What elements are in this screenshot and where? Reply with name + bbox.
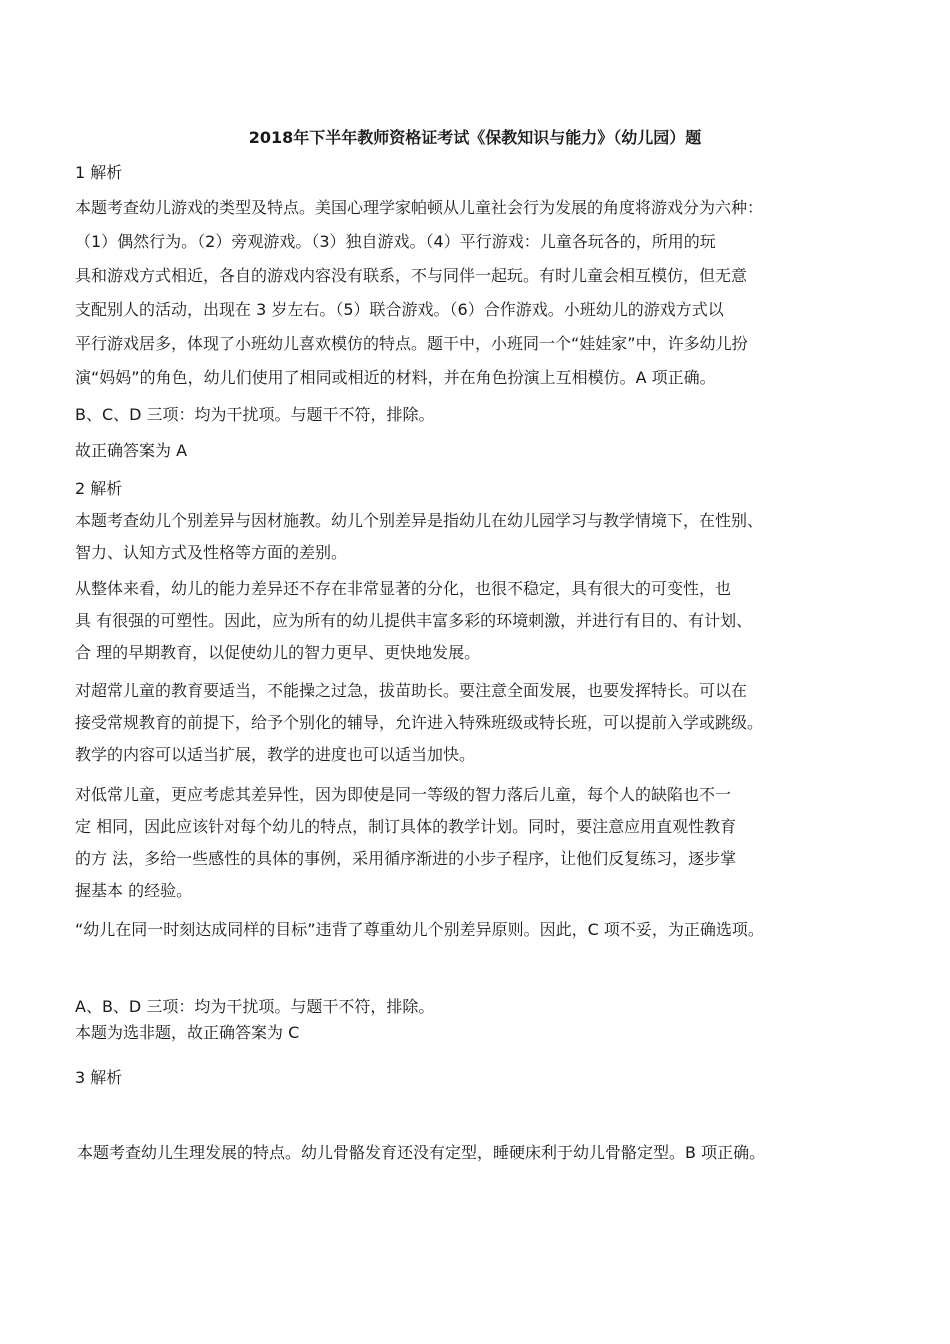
text-line: “幼儿在同一时刻达成同样的目标”违背了尊重幼儿个别差异原则。因此，C 项不妥，为正确选项。 [75,920,764,939]
text-line: 定 相同，因此应该针对每个幼儿的特点，制订具体的教学计划。同时，要注意应用直观性教育 [75,817,737,836]
text-line: 本题考查幼儿个别差异与因材施教。幼儿个别差异是指幼儿在幼儿园学习与教学情境下，在性别、 [75,511,764,530]
paragraph [75,191,915,395]
text-line: 具 有很强的可塑性。因此，应为所有的幼儿提供丰富多彩的环境刺激，并进行有目的、有计划、 [75,611,753,630]
section-heading: 1 解析 [75,163,123,182]
text-line: 本题为选非题，故正确答案为 C [75,1023,300,1042]
text-line: 具和游戏方式相近，各自的游戏内容没有联系，不与同伴一起玩。有时儿童会相互模仿，但无意 [75,266,748,285]
text-line: 接受常规教育的前提下，给予个别化的辅导，允许进入特殊班级或特长班，可以提前入学或跳级。 [75,713,764,732]
paragraph [75,398,915,432]
text-line: 合 理的早期教育，以促使幼儿的智力更早、更快地发展。 [75,643,481,662]
section-heading: 2 解析 [75,479,123,498]
text-line: 对超常儿童的教育要适当，不能操之过急，拔苗助长。要注意全面发展，也要发挥特长。可以在 [75,681,748,700]
paragraph [75,914,915,946]
text-line: B、C、D 三项：均为干扰项。与题干不符，排除。 [75,405,435,424]
text-line: （1）偶然行为。（2）旁观游戏。（3）独自游戏。（4）平行游戏：儿童各玩各的，所用的玩 [75,232,716,251]
text-line: 教学的内容可以适当扩展，教学的进度也可以适当加快。 [75,745,476,764]
paragraph [77,1137,917,1169]
text-line: 从整体来看，幼儿的能力差异还不存在非常显著的分化，也很不稳定，具有很大的可变性，也 [75,579,732,598]
text-line: 故正确答案为 A [75,441,188,460]
paragraph [75,573,915,669]
paragraph [75,505,915,569]
paragraph [75,994,915,1046]
document-title: 2018年下半年教师资格证考试《保教知识与能力》（幼儿园）题 [248,128,702,147]
paragraph [75,434,915,468]
paragraph [75,779,915,907]
text-line: 智力、认知方式及性格等方面的差别。 [75,543,348,562]
paragraph [75,675,915,771]
text-line: 平行游戏居多，体现了小班幼儿喜欢模仿的特点。题干中，小班同一个“娃娃家”中，许多幼儿扮 [75,334,748,353]
text-line: 本题考查幼儿游戏的类型及特点。美国心理学家帕顿从儿童社会行为发展的角度将游戏分为六种： [75,198,764,217]
text-line: 演“妈妈”的角色，幼儿们使用了相同或相近的材料，并在角色扮演上互相模仿。A 项正确。 [75,368,716,387]
section-heading: 3 解析 [75,1068,123,1087]
text-line: A、B、D 三项：均为干扰项。与题干不符，排除。 [75,997,435,1016]
text-line: 本题考查幼儿生理发展的特点。幼儿骨骼发育还没有定型，睡硬床利于幼儿骨骼定型。B 项正确。 [77,1143,766,1162]
text-line: 支配别人的活动，出现在 3 岁左右。（5）联合游戏。（6）合作游戏。小班幼儿的游戏方式以 [75,300,724,319]
text-line: 对低常儿童，更应考虑其差异性，因为即使是同一等级的智力落后儿童，每个人的缺陷也不一 [75,785,732,804]
text-line: 的方 法，多给一些感性的具体的事例，采用循序渐进的小步子程序，让他们反复练习，逐步掌 [75,849,737,868]
text-line: 握基本 的经验。 [75,881,193,900]
